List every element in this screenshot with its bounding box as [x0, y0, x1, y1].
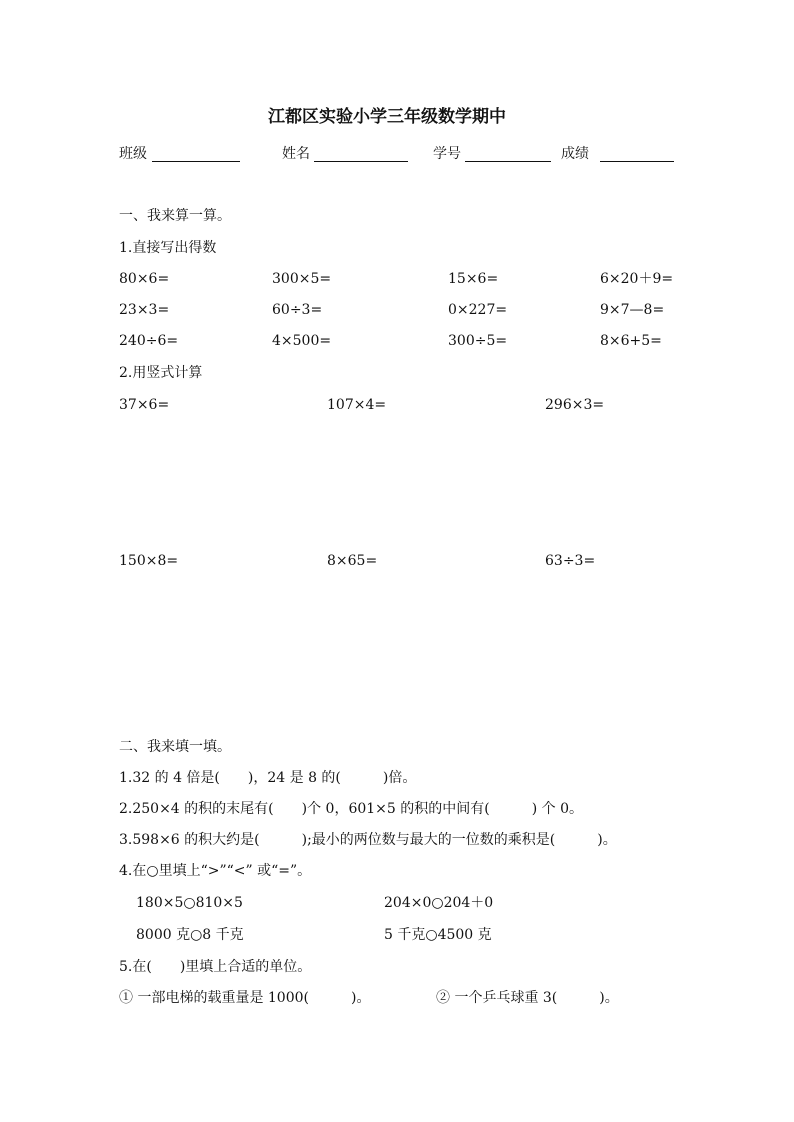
student-number-blank[interactable]	[465, 161, 551, 162]
compare-item: 8000 克○8 千克	[136, 927, 244, 943]
fill-question-5: 5.在( )里填上合适的单位。	[119, 959, 312, 975]
section-2-heading: 二、我来填一填。	[119, 739, 231, 755]
fill-question-3: 3.598×6 的积大约是( );最小的两位数与最大的一位数的乘积是( )。	[119, 832, 617, 848]
oral-problem: 300÷5=	[448, 333, 508, 349]
unit-item: ① 一部电梯的载重量是 1000( )。	[119, 990, 371, 1006]
section-1-heading: 一、我来算一算。	[119, 208, 231, 224]
student-number-label: 学号	[433, 146, 461, 162]
oral-problem: 9×7—8=	[600, 302, 665, 318]
name-blank[interactable]	[314, 161, 408, 162]
oral-problem: 240÷6=	[119, 333, 179, 349]
oral-problem: 15×6=	[448, 271, 499, 287]
oral-problem: 23×3=	[119, 302, 170, 318]
vertical-problem: 8×65=	[327, 553, 378, 569]
vertical-problem: 150×8=	[119, 553, 179, 569]
fill-question-2: 2.250×4 的积的末尾有( )个 0，601×5 的积的中间有( ) 个 0。	[119, 801, 583, 817]
unit-item: ② 一个乒乓球重 3( )。	[436, 990, 619, 1006]
oral-problem: 300×5=	[272, 271, 332, 287]
compare-item: 180×5○810×5	[136, 895, 243, 911]
oral-problem: 6×20＋9=	[600, 271, 674, 287]
name-label: 姓名	[282, 146, 310, 162]
fill-question-4: 4.在○里填上“>”“<” 或“=”。	[119, 863, 312, 879]
question-2-title: 2.用竖式计算	[119, 365, 203, 381]
class-blank[interactable]	[152, 161, 240, 162]
class-label: 班级	[119, 146, 147, 162]
oral-problem: 4×500=	[272, 333, 332, 349]
oral-problem: 80×6=	[119, 271, 170, 287]
fill-question-1: 1.32 的 4 倍是( )，24 是 8 的( )倍。	[119, 770, 417, 786]
vertical-problem: 63÷3=	[545, 553, 596, 569]
vertical-problem: 107×4=	[327, 397, 387, 413]
question-1-title: 1.直接写出得数	[119, 240, 217, 256]
compare-item: 5 千克○4500 克	[384, 927, 492, 943]
oral-problem: 8×6+5=	[600, 333, 662, 349]
score-blank[interactable]	[600, 161, 674, 162]
vertical-problem: 37×6=	[119, 397, 170, 413]
page-title: 江都区实验小学三年级数学期中	[268, 107, 506, 127]
oral-problem: 60÷3=	[272, 302, 323, 318]
vertical-problem: 296×3=	[545, 397, 605, 413]
compare-item: 204×0○204＋0	[384, 895, 494, 911]
score-label: 成绩	[561, 146, 589, 162]
oral-problem: 0×227=	[448, 302, 508, 318]
